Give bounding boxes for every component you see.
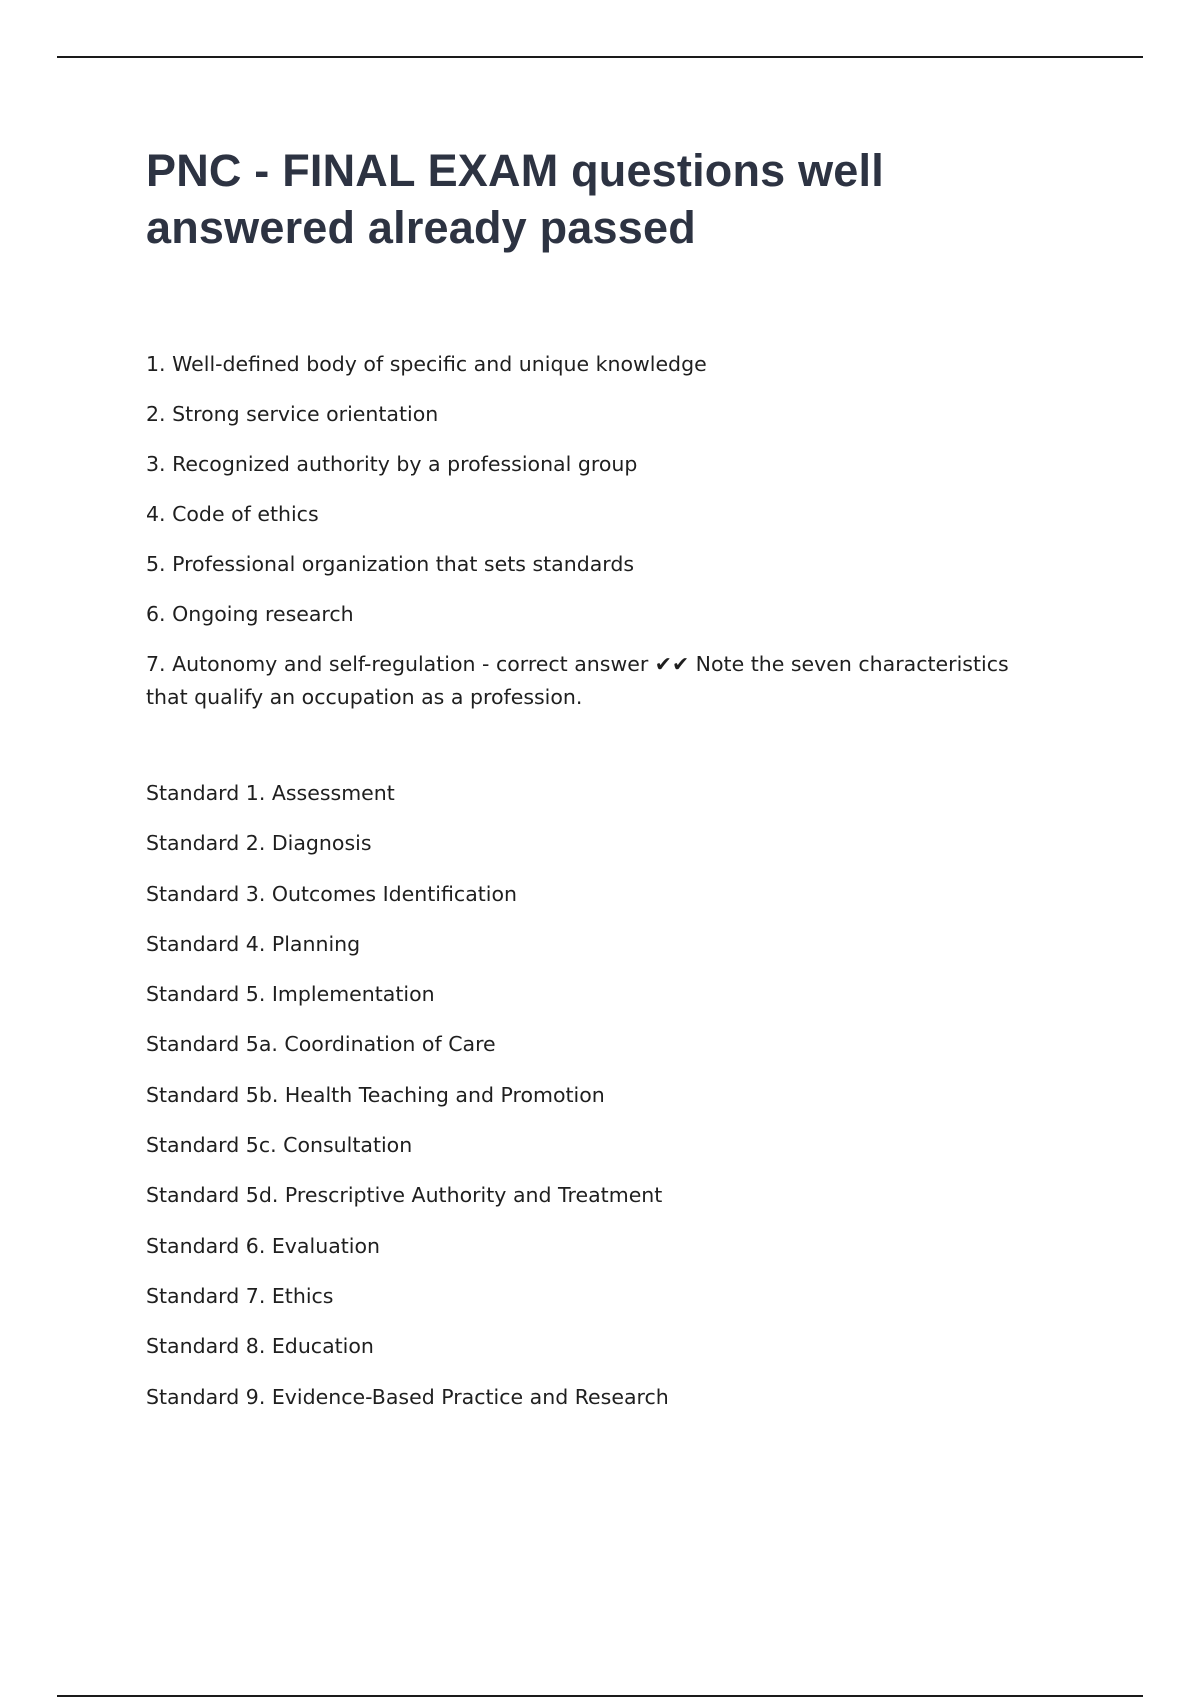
list-item: 7. Autonomy and self-regulation - correct answer ✔✔ Note the seven characteristics that qualify an occupation as a profession. [146, 652, 1009, 709]
list-item: Standard 8. Education [146, 1334, 374, 1359]
list-item: 1. Well-defined body of specific and unique knowledge [146, 352, 707, 376]
list-item: Standard 4. Planning [146, 931, 361, 956]
list-item: 2. Strong service orientation [146, 402, 439, 426]
list-item: 4. Code of ethics [146, 502, 319, 526]
list-item: Standard 3. Outcomes Identification [146, 881, 518, 906]
list-item: Standard 1. Assessment [146, 781, 395, 805]
list-item: Standard 6. Evaluation [146, 1233, 381, 1258]
list-item: Standard 5d. Prescriptive Authority and Treatment [146, 1183, 663, 1208]
top-divider [57, 56, 1143, 58]
list-item: Standard 5a. Coordination of Care [146, 1032, 496, 1057]
list-item: Standard 9. Evidence-Based Practice and Research [146, 1384, 669, 1409]
characteristics-list [146, 348, 1046, 713]
list-item: 6. Ongoing research [146, 602, 354, 626]
standards-list [146, 777, 1046, 1413]
list-item: Standard 7. Ethics [146, 1283, 334, 1308]
list-item: Standard 5b. Health Teaching and Promotion [146, 1082, 605, 1107]
bottom-divider [57, 1695, 1143, 1697]
list-item: 3. Recognized authority by a professional group [146, 452, 638, 476]
list-item: Standard 2. Diagnosis [146, 831, 372, 856]
list-item: Standard 5. Implementation [146, 982, 435, 1007]
document-title: PNC - FINAL EXAM questions well answered already passed [146, 145, 884, 253]
list-item: Standard 5c. Consultation [146, 1133, 413, 1158]
document-body [146, 142, 1046, 1431]
list-item: 5. Professional organization that sets standards [146, 552, 635, 576]
